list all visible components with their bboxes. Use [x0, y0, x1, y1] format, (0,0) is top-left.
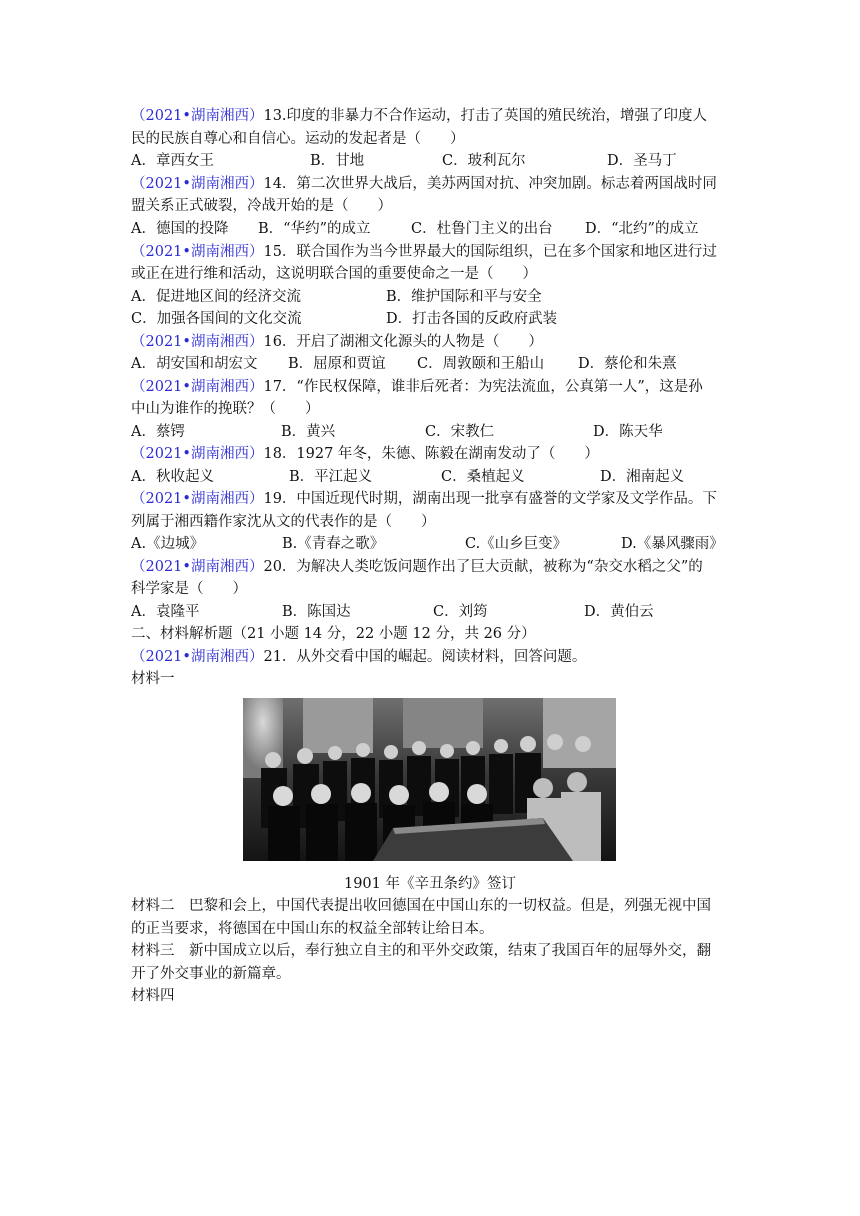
- question-19: [131, 488, 717, 510]
- question-13: [131, 105, 707, 127]
- question-20: [131, 556, 703, 578]
- question-18: [131, 443, 599, 465]
- section-2-heading: 二、材料解析题（21 小题 14 分，22 小题 12 分，共 26 分）: [131, 626, 536, 642]
- q18-option-d: D．湘南起义: [600, 469, 685, 485]
- q19-line2: 列属于湘西籍作家沈从文的代表作的是（ ）: [131, 514, 436, 530]
- q18-option-c: C．桑植起义: [441, 469, 525, 485]
- source-tag: （2021•湖南湘西）: [131, 491, 264, 507]
- q13-option-a: A．章西女王: [131, 153, 214, 169]
- historical-photo: [243, 698, 616, 861]
- q13-line2: 民的民族自尊心和自信心。运动的发起者是（ ）: [131, 131, 465, 147]
- q21-line1: 21．从外交看中国的崛起。阅读材料，回答问题。: [263, 649, 587, 665]
- q15-option-d: D．打击各国的反政府武装: [386, 311, 558, 327]
- q15-option-c: C．加强各国间的文化交流: [131, 311, 302, 327]
- q20-line2: 科学家是（ ）: [131, 581, 247, 597]
- q14-option-d: D．“北约”的成立: [585, 221, 699, 237]
- photo-caption: 1901 年《辛丑条约》签订: [343, 876, 516, 892]
- q17-line1: 17．“作民权保障，谁非后死者：为宪法流血，公真第一人”，这是孙: [263, 379, 703, 395]
- question-15: [131, 241, 717, 263]
- q14-option-a: A．德国的投降: [131, 221, 229, 237]
- q20-option-b: B．陈国达: [282, 604, 351, 620]
- q16-option-a: A．胡安国和胡宏文: [131, 356, 258, 372]
- q19-option-b: B.《青春之歌》: [282, 536, 385, 552]
- q15-option-a: A．促进地区间的经济交流: [131, 289, 301, 305]
- q13-line1: 13.印度的非暴力不合作运动，打击了英国的殖民统治，增强了印度人: [263, 108, 708, 124]
- q19-option-c: C.《山乡巨变》: [465, 536, 568, 552]
- q13-option-c: C．玻利瓦尔: [442, 153, 526, 169]
- q18-option-a: A．秋收起义: [131, 469, 214, 485]
- q17-option-b: B．黄兴: [281, 424, 336, 440]
- q19-option-a: A.《边城》: [131, 536, 205, 552]
- source-tag: （2021•湖南湘西）: [131, 649, 264, 665]
- q16-option-d: D．蔡伦和朱熹: [578, 356, 677, 372]
- q19-option-d: D.《暴风骤雨》: [621, 536, 724, 552]
- material-3-line2: 开了外交事业的新篇章。: [131, 966, 291, 982]
- q16-line1: 16．开启了湖湘文化源头的人物是（ ）: [263, 334, 543, 350]
- q15-line2: 或正在进行维和活动，这说明联合国的重要使命之一是（ ）: [131, 266, 537, 282]
- material-2-line2: 的正当要求，将德国在中国山东的权益全部转让给日本。: [131, 921, 494, 937]
- material-1-label: 材料一: [131, 671, 175, 687]
- question-16: [131, 331, 543, 353]
- q16-option-c: C．周敦颐和王船山: [417, 356, 545, 372]
- q13-option-d: D．圣马丁: [607, 153, 677, 169]
- q15-option-b: B．维护国际和平与安全: [386, 289, 542, 305]
- q14-option-b: B．“华约”的成立: [258, 221, 371, 237]
- q17-option-d: D．陈天华: [593, 424, 663, 440]
- material-3-line1: 材料三 新中国成立以后，奉行独立自主的和平外交政策，结束了我国百年的屈辱外交，翻: [131, 943, 711, 959]
- material-2-line1: 材料二 巴黎和会上，中国代表提出收回德国在中国山东的一切权益。但是，列强无视中国: [131, 898, 711, 914]
- source-tag: （2021•湖南湘西）: [131, 559, 264, 575]
- q20-option-a: A．袁隆平: [131, 604, 200, 620]
- q18-line1: 18．1927 年冬，朱德、陈毅在湖南发动了（ ）: [263, 446, 599, 462]
- q15-line1: 15．联合国作为当今世界最大的国际组织，已在多个国家和地区进行过: [263, 244, 717, 260]
- source-tag: （2021•湖南湘西）: [131, 334, 264, 350]
- q16-option-b: B．屈原和贾谊: [288, 356, 386, 372]
- q19-line1: 19．中国近现代时期，湖南出现一批享有盛誉的文学家及文学作品。下: [263, 491, 717, 507]
- question-17: [131, 376, 703, 398]
- source-tag: （2021•湖南湘西）: [131, 379, 264, 395]
- q20-option-d: D．黄伯云: [584, 604, 654, 620]
- source-tag: （2021•湖南湘西）: [131, 244, 264, 260]
- signing-ceremony-photo: [243, 698, 616, 861]
- q13-option-b: B．甘地: [310, 153, 365, 169]
- question-21: [131, 646, 586, 668]
- q17-option-a: A．蔡锷: [131, 424, 185, 440]
- q17-option-c: C．宋教仁: [425, 424, 495, 440]
- q14-line1: 14．第二次世界大战后，美苏两国对抗、冲突加剧。标志着两国战时同: [263, 176, 717, 192]
- material-4-label: 材料四: [131, 988, 175, 1004]
- question-14: [131, 173, 717, 195]
- q14-line2: 盟关系正式破裂，冷战开始的是（ ）: [131, 198, 392, 214]
- q17-line2: 中山为谁作的挽联？（ ）: [131, 401, 320, 417]
- q20-line1: 20．为解决人类吃饭问题作出了巨大贡献，被称为“杂交水稻之父”的: [263, 559, 703, 575]
- source-tag: （2021•湖南湘西）: [131, 108, 264, 124]
- q20-option-c: C．刘筠: [433, 604, 488, 620]
- q14-option-c: C．杜鲁门主义的出台: [411, 221, 553, 237]
- source-tag: （2021•湖南湘西）: [131, 176, 264, 192]
- source-tag: （2021•湖南湘西）: [131, 446, 264, 462]
- q18-option-b: B．平江起义: [289, 469, 373, 485]
